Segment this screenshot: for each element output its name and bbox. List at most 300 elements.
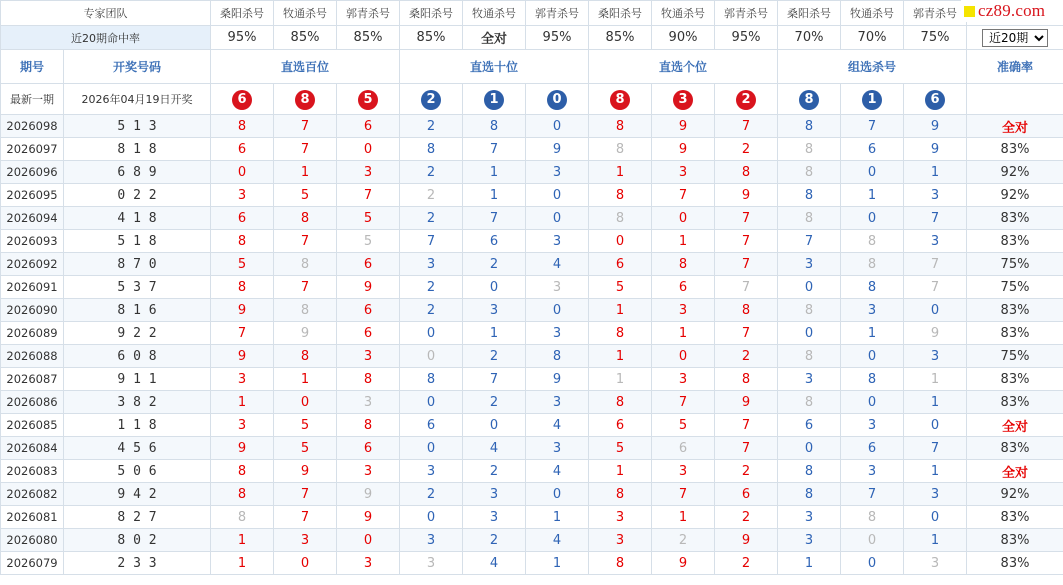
kill-number-cell: 9 [652, 552, 715, 575]
kill-number-cell: 6 [463, 230, 526, 253]
issue-cell: 2026094 [1, 207, 64, 230]
kill-number-cell: 6 [337, 299, 400, 322]
accuracy-cell: 75% [967, 345, 1063, 368]
kill-number-cell: 7 [778, 230, 841, 253]
kill-number-cell: 4 [526, 529, 589, 552]
kill-number-cell: 3 [400, 529, 463, 552]
kill-number-cell: 3 [841, 299, 904, 322]
kill-number-cell: 3 [337, 391, 400, 414]
issue-cell: 2026095 [1, 184, 64, 207]
latest-ball-cell [841, 84, 904, 115]
accuracy-cell: 全对 [967, 115, 1063, 138]
kill-number-cell: 6 [211, 138, 274, 161]
kill-number-cell: 9 [904, 138, 967, 161]
kill-number-cell: 2 [400, 161, 463, 184]
kill-number-cell: 5 [652, 414, 715, 437]
kill-number-cell: 0 [778, 322, 841, 345]
kill-number-cell: 9 [715, 391, 778, 414]
kill-number-cell: 7 [274, 483, 337, 506]
kill-number-cell: 1 [652, 506, 715, 529]
table-row [1, 345, 1063, 368]
kill-number-cell: 3 [904, 184, 967, 207]
column-header-row [1, 50, 1063, 84]
hit-rate: 85% [274, 26, 337, 50]
kill-number-cell: 2 [715, 138, 778, 161]
kill-number-cell: 7 [904, 276, 967, 299]
kill-number-cell: 0 [589, 230, 652, 253]
draw-cell: 1 1 8 [64, 414, 211, 437]
kill-number-cell: 8 [841, 506, 904, 529]
kill-number-cell: 6 [337, 115, 400, 138]
kill-number-cell: 3 [526, 322, 589, 345]
hit-rate: 95% [715, 26, 778, 50]
kill-number-cell: 7 [274, 276, 337, 299]
kill-number-cell: 9 [211, 299, 274, 322]
kill-number-cell: 1 [652, 230, 715, 253]
kill-number-cell: 8 [778, 345, 841, 368]
kill-number-cell: 6 [337, 253, 400, 276]
kill-number-cell: 0 [526, 115, 589, 138]
hit-rate: 95% [211, 26, 274, 50]
site-logo[interactable] [961, 0, 1063, 22]
kill-number-cell: 0 [526, 299, 589, 322]
ball: 0 [547, 90, 567, 110]
ball: 6 [232, 90, 252, 110]
kill-number-cell: 7 [715, 437, 778, 460]
latest-ball-cell [274, 84, 337, 115]
accuracy-cell: 83% [967, 437, 1063, 460]
kill-number-cell: 8 [589, 483, 652, 506]
kill-number-cell: 7 [841, 115, 904, 138]
draw-cell: 0 2 2 [64, 184, 211, 207]
kill-number-cell: 5 [337, 230, 400, 253]
kill-number-cell: 8 [778, 115, 841, 138]
expert-name: 郭青杀号 [715, 1, 778, 26]
kill-number-cell: 7 [652, 391, 715, 414]
kill-number-cell: 3 [652, 460, 715, 483]
ball: 8 [295, 90, 315, 110]
kill-number-cell: 3 [589, 506, 652, 529]
kill-number-cell: 8 [211, 276, 274, 299]
kill-number-cell: 7 [841, 483, 904, 506]
issue-cell: 2026093 [1, 230, 64, 253]
table-row [1, 276, 1063, 299]
kill-number-cell: 8 [778, 138, 841, 161]
draw-cell: 8 1 8 [64, 138, 211, 161]
issue-cell: 2026097 [1, 138, 64, 161]
kill-number-cell: 2 [652, 529, 715, 552]
kill-number-cell: 1 [211, 391, 274, 414]
kill-number-cell: 8 [337, 414, 400, 437]
issue-cell: 2026096 [1, 161, 64, 184]
kill-number-cell: 8 [589, 184, 652, 207]
kill-number-cell: 5 [211, 253, 274, 276]
table-row [1, 460, 1063, 483]
ball: 8 [610, 90, 630, 110]
kill-number-cell: 6 [841, 437, 904, 460]
kill-number-cell: 3 [526, 437, 589, 460]
latest-row [1, 84, 1063, 115]
kill-number-cell: 0 [526, 483, 589, 506]
expert-name: 牧通杀号 [652, 1, 715, 26]
accuracy-cell: 83% [967, 391, 1063, 414]
expert-name: 郭青杀号 [337, 1, 400, 26]
expert-name: 桑阳杀号 [400, 1, 463, 26]
kill-number-cell: 6 [652, 437, 715, 460]
kill-number-cell: 7 [274, 138, 337, 161]
kill-number-cell: 0 [337, 529, 400, 552]
kill-number-cell: 8 [778, 184, 841, 207]
period-select-cell [967, 26, 1063, 50]
kill-number-cell: 1 [211, 552, 274, 575]
kill-number-cell: 6 [652, 276, 715, 299]
group-header: 组选杀号 [778, 50, 967, 84]
kill-number-cell: 1 [841, 184, 904, 207]
kill-number-cell: 3 [778, 253, 841, 276]
kill-number-cell: 2 [463, 345, 526, 368]
kill-number-cell: 9 [526, 368, 589, 391]
kill-number-cell: 1 [589, 460, 652, 483]
kill-number-cell: 8 [841, 368, 904, 391]
kill-number-cell: 3 [526, 161, 589, 184]
kill-number-cell: 4 [526, 253, 589, 276]
kill-number-cell: 8 [274, 299, 337, 322]
kill-number-cell: 1 [778, 552, 841, 575]
draw-cell: 4 1 8 [64, 207, 211, 230]
draw-cell: 5 0 6 [64, 460, 211, 483]
kill-number-cell: 1 [274, 368, 337, 391]
kill-number-cell: 1 [904, 529, 967, 552]
kill-number-cell: 0 [400, 437, 463, 460]
draw-cell: 8 0 2 [64, 529, 211, 552]
kill-number-cell: 5 [589, 276, 652, 299]
latest-ball-cell [652, 84, 715, 115]
period-select[interactable] [982, 29, 1048, 47]
draw-cell: 5 1 8 [64, 230, 211, 253]
draw-cell: 8 7 0 [64, 253, 211, 276]
kill-number-cell: 4 [463, 437, 526, 460]
kill-number-cell: 9 [337, 483, 400, 506]
expert-team-row [1, 1, 1063, 26]
latest-date: 2026年04月19日开奖 [64, 84, 211, 115]
kill-number-cell: 9 [652, 115, 715, 138]
ball: 3 [673, 90, 693, 110]
draw-cell: 4 5 6 [64, 437, 211, 460]
accuracy-cell: 83% [967, 322, 1063, 345]
kill-number-cell: 2 [715, 506, 778, 529]
hit-rate: 85% [337, 26, 400, 50]
kill-number-cell: 3 [400, 253, 463, 276]
kill-number-cell: 3 [463, 506, 526, 529]
kill-number-cell: 8 [211, 460, 274, 483]
draw-cell: 2 3 3 [64, 552, 211, 575]
kill-number-cell: 3 [337, 552, 400, 575]
kill-number-cell: 7 [904, 207, 967, 230]
kill-number-cell: 7 [904, 437, 967, 460]
kill-number-cell: 2 [400, 483, 463, 506]
latest-ball-cell [715, 84, 778, 115]
kill-number-cell: 0 [400, 391, 463, 414]
kill-number-cell: 1 [652, 322, 715, 345]
table-row [1, 552, 1063, 575]
issue-cell: 2026080 [1, 529, 64, 552]
kill-number-cell: 8 [841, 276, 904, 299]
draw-cell: 8 2 7 [64, 506, 211, 529]
kill-number-cell: 7 [211, 322, 274, 345]
kill-number-cell: 0 [211, 161, 274, 184]
accuracy-cell: 75% [967, 276, 1063, 299]
kill-number-cell: 7 [274, 230, 337, 253]
issue-cell: 2026086 [1, 391, 64, 414]
kill-number-cell: 3 [652, 368, 715, 391]
kill-number-cell: 0 [400, 345, 463, 368]
accuracy-cell: 75% [967, 253, 1063, 276]
kill-number-cell: 9 [337, 276, 400, 299]
accuracy-cell: 92% [967, 184, 1063, 207]
kill-number-cell: 1 [274, 161, 337, 184]
kill-number-cell: 8 [526, 345, 589, 368]
kill-number-cell: 3 [778, 529, 841, 552]
issue-header: 期号 [1, 50, 64, 84]
accuracy-cell: 92% [967, 483, 1063, 506]
accuracy-cell: 全对 [967, 460, 1063, 483]
kill-number-cell: 8 [778, 207, 841, 230]
kill-number-cell: 6 [589, 414, 652, 437]
accuracy-cell: 83% [967, 299, 1063, 322]
kill-number-cell: 8 [274, 253, 337, 276]
hit-rate: 全对 [463, 26, 526, 50]
units-header: 直选个位 [589, 50, 778, 84]
kill-number-cell: 7 [652, 483, 715, 506]
kill-number-cell: 8 [715, 161, 778, 184]
kill-number-cell: 8 [778, 161, 841, 184]
kill-number-cell: 0 [778, 437, 841, 460]
kill-number-cell: 3 [589, 529, 652, 552]
latest-ball-cell [211, 84, 274, 115]
expert-name: 牧通杀号 [274, 1, 337, 26]
kill-number-cell: 2 [400, 115, 463, 138]
kill-number-cell: 3 [274, 529, 337, 552]
logo-text: cz89.com [978, 1, 1046, 20]
kill-number-cell: 5 [274, 414, 337, 437]
kill-number-cell: 8 [589, 552, 652, 575]
table-row [1, 529, 1063, 552]
kill-number-cell: 7 [715, 414, 778, 437]
kill-number-cell: 7 [715, 322, 778, 345]
kill-number-cell: 3 [211, 414, 274, 437]
kill-number-cell: 2 [715, 460, 778, 483]
kill-number-cell: 3 [904, 345, 967, 368]
ball: 2 [421, 90, 441, 110]
kill-number-cell: 0 [841, 207, 904, 230]
draw-cell: 6 0 8 [64, 345, 211, 368]
kill-number-cell: 3 [778, 506, 841, 529]
kill-number-cell: 8 [211, 230, 274, 253]
kill-number-cell: 1 [904, 368, 967, 391]
kill-number-cell: 3 [904, 483, 967, 506]
kill-number-cell: 1 [463, 184, 526, 207]
kill-number-cell: 8 [211, 115, 274, 138]
hit-rate: 85% [400, 26, 463, 50]
table-row [1, 138, 1063, 161]
table-row [1, 414, 1063, 437]
kill-number-cell: 6 [715, 483, 778, 506]
kill-number-cell: 0 [652, 345, 715, 368]
kill-number-cell: 8 [589, 322, 652, 345]
issue-cell: 2026090 [1, 299, 64, 322]
draw-cell: 3 8 2 [64, 391, 211, 414]
kill-number-cell: 0 [400, 322, 463, 345]
kill-number-cell: 3 [841, 414, 904, 437]
kill-number-cell: 8 [778, 299, 841, 322]
kill-number-cell: 4 [463, 552, 526, 575]
kill-number-cell: 2 [463, 391, 526, 414]
kill-number-cell: 0 [904, 414, 967, 437]
kill-number-cell: 3 [337, 345, 400, 368]
hit-rate: 70% [841, 26, 904, 50]
issue-cell: 2026098 [1, 115, 64, 138]
issue-cell: 2026084 [1, 437, 64, 460]
hit-rate-row [1, 26, 1063, 50]
ball: 8 [799, 90, 819, 110]
accuracy-cell: 83% [967, 506, 1063, 529]
kill-number-cell: 3 [463, 299, 526, 322]
kill-number-cell: 9 [274, 322, 337, 345]
kill-number-cell: 9 [274, 460, 337, 483]
kill-number-cell: 7 [400, 230, 463, 253]
latest-ball-cell [526, 84, 589, 115]
kill-number-cell: 8 [274, 345, 337, 368]
kill-number-cell: 7 [715, 115, 778, 138]
kill-number-cell: 1 [211, 529, 274, 552]
kill-number-cell: 3 [904, 230, 967, 253]
table-row [1, 322, 1063, 345]
kill-number-cell: 7 [463, 207, 526, 230]
kill-number-cell: 0 [841, 391, 904, 414]
ball: 1 [862, 90, 882, 110]
kill-number-cell: 1 [526, 506, 589, 529]
kill-number-cell: 1 [904, 391, 967, 414]
table-row [1, 161, 1063, 184]
kill-number-cell: 8 [400, 368, 463, 391]
kill-number-cell: 5 [337, 207, 400, 230]
kill-number-cell: 9 [526, 138, 589, 161]
kill-number-cell: 3 [337, 460, 400, 483]
issue-cell: 2026079 [1, 552, 64, 575]
kill-number-cell: 1 [589, 345, 652, 368]
accuracy-header: 准确率 [967, 50, 1063, 84]
kill-number-cell: 1 [904, 460, 967, 483]
hit-rate: 95% [526, 26, 589, 50]
logo-square-icon [964, 6, 975, 17]
accuracy-cell: 全对 [967, 414, 1063, 437]
kill-number-cell: 3 [211, 184, 274, 207]
kill-number-cell: 3 [904, 552, 967, 575]
kill-number-cell: 3 [778, 368, 841, 391]
kill-number-cell: 8 [715, 368, 778, 391]
kill-number-cell: 8 [589, 391, 652, 414]
kill-number-cell: 3 [400, 552, 463, 575]
kill-number-cell: 2 [400, 207, 463, 230]
draw-cell: 6 8 9 [64, 161, 211, 184]
kill-number-cell: 0 [841, 345, 904, 368]
kill-number-cell: 8 [652, 253, 715, 276]
ball: 2 [736, 90, 756, 110]
kill-number-cell: 2 [463, 253, 526, 276]
kill-number-cell: 9 [715, 529, 778, 552]
team-label: 专家团队 [1, 1, 211, 26]
kill-number-cell: 2 [400, 184, 463, 207]
kill-number-cell: 8 [589, 207, 652, 230]
kill-number-cell: 1 [904, 161, 967, 184]
draw-cell: 5 3 7 [64, 276, 211, 299]
table-row [1, 230, 1063, 253]
kill-number-cell: 8 [274, 207, 337, 230]
kill-number-cell: 5 [274, 184, 337, 207]
table-row [1, 437, 1063, 460]
issue-cell: 2026091 [1, 276, 64, 299]
expert-name: 桑阳杀号 [778, 1, 841, 26]
kill-number-cell: 8 [400, 138, 463, 161]
kill-number-cell: 0 [274, 391, 337, 414]
kill-number-cell: 0 [841, 552, 904, 575]
expert-name: 郭青杀号 [526, 1, 589, 26]
kill-number-cell: 9 [211, 437, 274, 460]
kill-number-cell: 6 [337, 437, 400, 460]
kill-number-cell: 0 [463, 276, 526, 299]
accuracy-cell: 83% [967, 368, 1063, 391]
issue-cell: 2026085 [1, 414, 64, 437]
kill-number-cell: 8 [589, 115, 652, 138]
kill-number-cell: 1 [463, 322, 526, 345]
kill-number-cell: 7 [463, 138, 526, 161]
kill-number-cell: 8 [715, 299, 778, 322]
accuracy-cell: 83% [967, 138, 1063, 161]
table-row [1, 391, 1063, 414]
issue-cell: 2026087 [1, 368, 64, 391]
kill-number-cell: 3 [526, 276, 589, 299]
kill-number-cell: 9 [211, 345, 274, 368]
kill-number-cell: 7 [274, 506, 337, 529]
kill-number-cell: 8 [211, 506, 274, 529]
latest-label: 最新一期 [1, 84, 64, 115]
kill-number-cell: 3 [841, 460, 904, 483]
kill-number-cell: 3 [337, 161, 400, 184]
kill-number-cell: 0 [526, 184, 589, 207]
kill-number-cell: 8 [841, 230, 904, 253]
kill-number-cell: 6 [211, 207, 274, 230]
kill-number-cell: 1 [589, 368, 652, 391]
ball: 5 [358, 90, 378, 110]
kill-number-cell: 3 [400, 460, 463, 483]
latest-ball-cell [589, 84, 652, 115]
latest-ball-cell [400, 84, 463, 115]
tens-header: 直选十位 [400, 50, 589, 84]
draw-cell: 9 2 2 [64, 322, 211, 345]
hit-rate: 70% [778, 26, 841, 50]
kill-number-cell: 8 [337, 368, 400, 391]
draw-cell: 9 1 1 [64, 368, 211, 391]
kill-number-cell: 1 [589, 299, 652, 322]
table-row [1, 115, 1063, 138]
kill-number-cell: 2 [463, 460, 526, 483]
accuracy-cell: 83% [967, 230, 1063, 253]
issue-cell: 2026081 [1, 506, 64, 529]
kill-number-cell: 0 [652, 207, 715, 230]
kill-number-cell: 3 [526, 391, 589, 414]
kill-number-cell: 0 [463, 414, 526, 437]
kill-number-cell: 7 [715, 230, 778, 253]
